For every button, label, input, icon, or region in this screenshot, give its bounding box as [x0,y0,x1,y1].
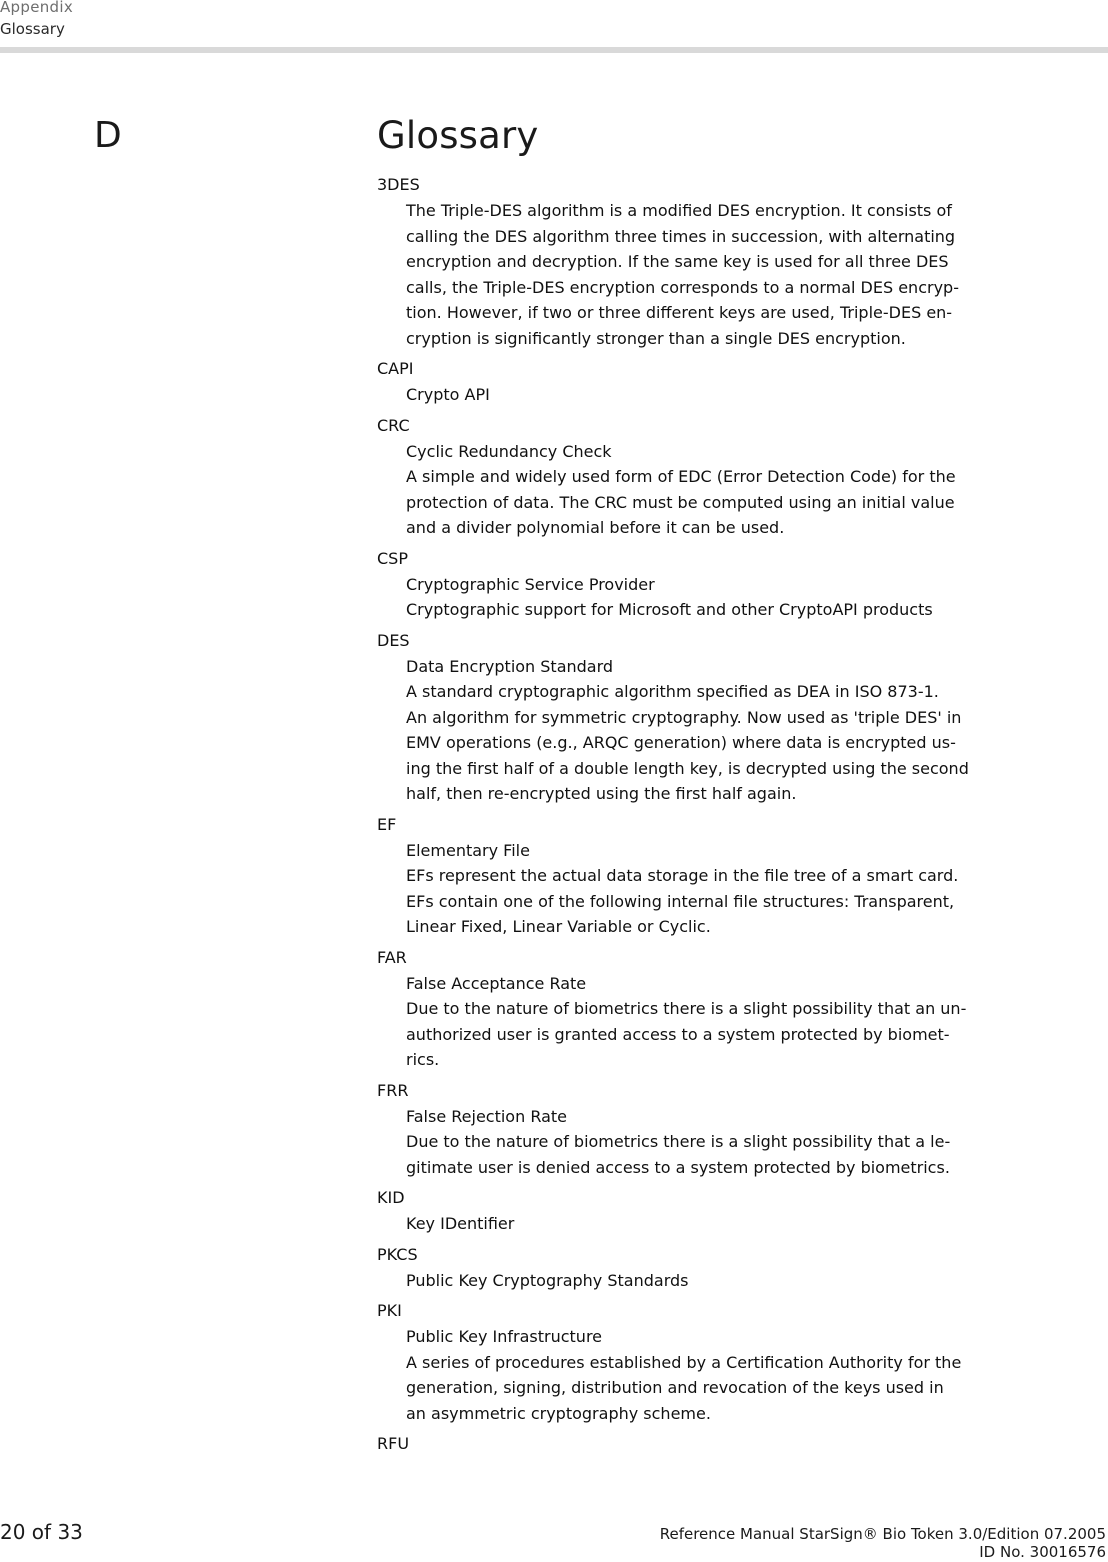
appendix-letter: D [94,115,122,156]
glossary-definition-line: Elementary File [406,840,530,860]
glossary-definition-line: Cryptographic support for Microsoft and other CryptoAPI products [406,600,933,619]
document-id: ID No. 30016576 [979,1543,1106,1561]
glossary-definition-line: EFs contain one of the following internal file structures: Transparent, [406,891,955,911]
glossary-definition-line: Public Key Infrastructure [406,1327,603,1346]
glossary-definition-line: tion. However, if two or three different keys are used, Triple-DES en- [406,303,953,322]
glossary-definition-line: and a divider polynomial before it can be used. [406,518,785,537]
glossary-term: CSP [377,548,408,568]
glossary-definition-line: generation, signing, distribution and revocation of the keys used in [406,1378,944,1397]
glossary-definition-line: Public Key Cryptography Standards [406,1270,689,1290]
glossary-term: CAPI [377,359,414,378]
glossary-entry [377,945,1017,1073]
glossary-term: KID [377,1188,405,1207]
glossary-definition-line: A simple and widely used form of EDC (Error Detection Code) for the [406,467,956,486]
glossary-definition-line: False Acceptance Rate [406,973,587,993]
glossary-definition-line: ing the first half of a double length key, is decrypted using the second [406,758,969,778]
glossary-definition-line: Cryptographic Service Provider [406,574,655,594]
glossary-entry [377,546,1017,623]
glossary-definition-line: EMV operations (e.g., ARQC generation) where data is encrypted us- [406,733,956,752]
glossary-entry [377,413,1017,541]
header-subsection: Glossary [0,20,65,38]
glossary-entry [377,172,1017,351]
glossary-definition-line: Due to the nature of biometrics there is a slight possibility that a le- [406,1132,951,1151]
glossary-definition-line: Key IDentifier [406,1214,515,1233]
glossary-definition-line: calls, the Triple-DES encryption corresponds to a normal DES encryp- [406,277,959,297]
glossary-entry [377,1298,1017,1426]
glossary-term: PKI [377,1301,402,1320]
glossary-term: RFU [377,1434,410,1453]
glossary-definition-line: an asymmetric cryptography scheme. [406,1403,711,1423]
glossary-definition-line: gitimate user is denied access to a system protected by biometrics. [406,1157,950,1177]
glossary-definition-line: authorized user is granted access to a system protected by biomet- [406,1024,950,1044]
glossary-definition-line: half, then re-encrypted using the first half again. [406,784,797,803]
glossary-definition-line: cryption is significantly stronger than a single DES encryption. [406,328,906,348]
glossary-definition-line: False Rejection Rate [406,1106,567,1126]
glossary-definition-line: A series of procedures established by a Certification Authority for the [406,1352,962,1372]
manual-edition: Reference Manual StarSign® Bio Token 3.0/Edition 07.2005 [659,1525,1106,1543]
glossary-term: DES [377,630,410,650]
glossary-definition-line: Cyclic Redundancy Check [406,441,612,461]
glossary-entry [377,628,1017,807]
glossary-definition-line: protection of data. The CRC must be computed using an initial value [406,492,955,512]
footer-info [660,1525,1106,1561]
glossary-definition-line: Due to the nature of biometrics there is a slight possibility that an un- [406,999,967,1018]
glossary-term: 3DES [377,175,420,194]
header-section: Appendix [0,0,74,16]
glossary-definition-line: rics. [406,1050,440,1069]
glossary-definition-line: Data Encryption Standard [406,656,614,676]
glossary-term: CRC [377,415,410,435]
glossary-entry [377,812,1017,940]
glossary-term: EF [377,814,397,834]
page-title: Glossary [377,114,539,157]
glossary-list [377,172,1017,1462]
glossary-definition-line: calling the DES algorithm three times in succession, with alternating [406,226,956,246]
glossary-entry [377,1242,1017,1294]
page-number: 20 of 33 [0,1520,83,1544]
glossary-term: FAR [377,947,407,967]
glossary-entry [377,356,1017,408]
glossary-definition-line: The Triple-DES algorithm is a modified DES encryption. It consists of [406,201,952,220]
glossary-term: PKCS [377,1244,418,1264]
glossary-definition-line: An algorithm for symmetric cryptography. Now used as 'triple DES' in [406,707,962,727]
glossary-definition-line: A standard cryptographic algorithm specified as DEA in ISO 873-1. [406,682,939,701]
glossary-definition-line: encryption and decryption. If the same key is used for all three DES [406,252,949,271]
glossary-definition-line: Linear Fixed, Linear Variable or Cyclic. [406,917,711,936]
glossary-entry [377,1078,1017,1181]
glossary-entry [377,1431,1017,1457]
header-divider [0,47,1108,53]
glossary-definition-line: Crypto API [406,385,490,404]
glossary-definition-line: EFs represent the actual data storage in the file tree of a smart card. [406,866,959,885]
glossary-entry [377,1185,1017,1237]
glossary-term: FRR [377,1080,409,1100]
